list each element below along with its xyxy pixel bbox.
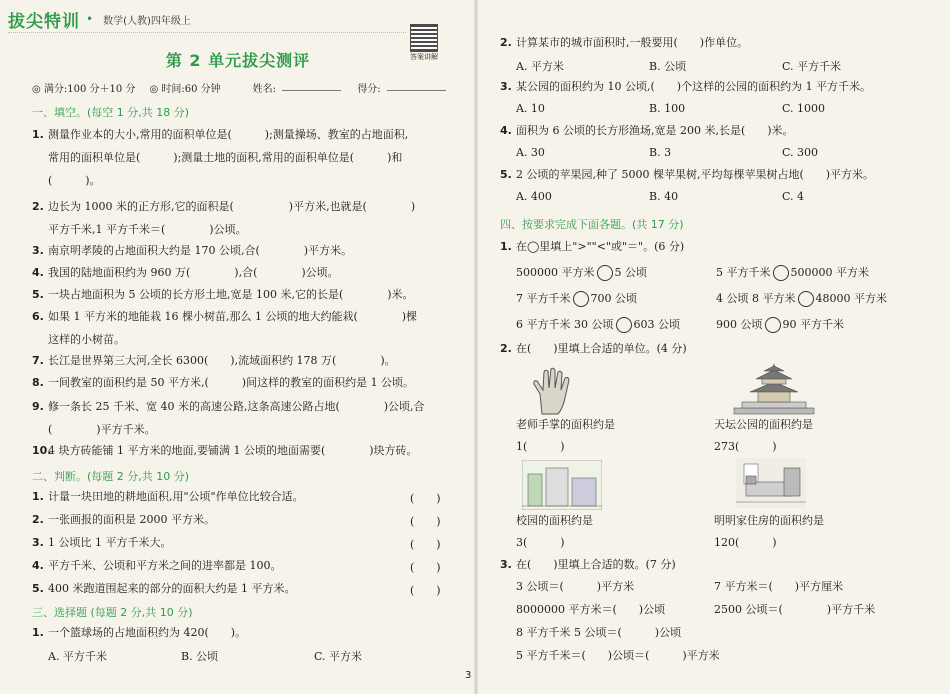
compare-item bbox=[716, 262, 869, 284]
task-text: 在( )里填上合适的单位。(4 分) bbox=[516, 342, 687, 355]
question-text: 某公园的面积约为 10 公顷,( )个这样的公园的面积约为 1 平方千米。 bbox=[516, 80, 872, 93]
choice-option-b[interactable]: B. 100 bbox=[649, 102, 686, 115]
compare-right: 48000 平方米 bbox=[815, 292, 887, 305]
question-number: 4. bbox=[32, 559, 44, 572]
question-text: 如果 1 平方米的地能栽 16 棵小树苗,那么 1 公顷的地大约能栽( )棵 bbox=[48, 310, 418, 323]
question-text: 计算某市的城市面积时,一般要用( )作单位。 bbox=[516, 36, 749, 49]
question-text: 修一条长 25 千米、宽 40 米的高速公路,这条高速公路占地( )公顷,合 bbox=[48, 400, 425, 413]
compare-right: 603 公顷 bbox=[633, 318, 680, 331]
answer-parentheses[interactable]: ( ) bbox=[410, 492, 441, 505]
fill-question-line bbox=[32, 306, 417, 328]
fill-question-line bbox=[32, 419, 156, 441]
convert-item[interactable]: 5 平方千米＝( )公顷＝( )平方米 bbox=[516, 649, 720, 662]
question-number: 5. bbox=[500, 168, 512, 181]
question-text: 一张画报的面积是 2000 平方米。 bbox=[48, 513, 215, 526]
choice-option-b[interactable]: B. 公顷 bbox=[181, 650, 219, 663]
question-number: 2. bbox=[500, 342, 512, 355]
question-text: 1 公顷比 1 平方千米大。 bbox=[48, 536, 172, 549]
question-number: 3. bbox=[32, 244, 44, 257]
judge-question bbox=[32, 532, 172, 554]
question-number: 10. bbox=[32, 444, 52, 457]
bedroom-icon bbox=[736, 458, 806, 508]
question-number: 3. bbox=[32, 536, 44, 549]
unit-item-label: 天坛公园的面积约是 bbox=[714, 418, 813, 431]
compare-item bbox=[516, 262, 647, 284]
choice-option-c[interactable]: C. 4 bbox=[782, 190, 805, 203]
fill-question-line bbox=[32, 396, 425, 418]
choice-option-a[interactable]: A. 平方米 bbox=[516, 60, 564, 73]
compare-circle[interactable] bbox=[573, 291, 589, 307]
compare-left: 4 公顷 8 平方米 bbox=[716, 292, 796, 305]
book-subtitle: 数学(人教)四年级上 bbox=[103, 15, 191, 27]
temple-of-heaven-icon bbox=[732, 364, 816, 416]
choice-option-b[interactable]: B. 40 bbox=[649, 190, 679, 203]
task-prompt bbox=[500, 338, 687, 360]
choice-option-a[interactable]: A. 平方千米 bbox=[48, 650, 107, 663]
fill-question-line bbox=[32, 147, 402, 169]
question-text: 一块占地面积为 5 公顷的长方形土地,宽是 100 米,它的长是( )米。 bbox=[48, 288, 414, 301]
question-number: 5. bbox=[32, 288, 44, 301]
question-text: ( )。 bbox=[48, 174, 101, 187]
judge-question bbox=[32, 509, 215, 531]
compare-item bbox=[716, 288, 887, 310]
question-text: 400 米跑道围起来的部分的面积大约是 1 平方米。 bbox=[48, 582, 296, 595]
fill-question-line bbox=[32, 440, 418, 462]
fill-question-line bbox=[32, 196, 415, 218]
fill-question-line bbox=[32, 329, 125, 351]
judge-question bbox=[32, 555, 282, 577]
test-meta bbox=[32, 80, 462, 95]
choice-question-stem bbox=[500, 32, 748, 54]
question-text: 平方千米,1 平方千米＝( )公顷。 bbox=[48, 223, 247, 236]
fill-question-line bbox=[32, 350, 396, 372]
question-text: 2 公顷的苹果园,种了 5000 棵苹果树,平均每棵苹果树占地( )平方米。 bbox=[516, 168, 875, 181]
convert-item[interactable]: 8 平方千米 5 公顷＝( )公顷 bbox=[516, 626, 682, 639]
compare-circle[interactable] bbox=[798, 291, 814, 307]
question-text: ( )平方千米。 bbox=[48, 423, 156, 436]
question-text: 这样的小树苗。 bbox=[48, 333, 125, 346]
choice-option-c[interactable]: C. 平方米 bbox=[314, 650, 363, 663]
compare-right: 5 公顷 bbox=[614, 266, 647, 279]
choice-question-stem bbox=[500, 76, 871, 98]
header-divider bbox=[8, 32, 406, 33]
dot-separator: • bbox=[86, 12, 94, 26]
fill-question-line bbox=[32, 284, 414, 306]
unit-item-answer[interactable]: 120( ) bbox=[714, 536, 777, 549]
choice-question-stem bbox=[32, 622, 246, 644]
choice-option-a[interactable]: A. 30 bbox=[516, 146, 545, 159]
unit-item-label: 老师手掌的面积约是 bbox=[516, 418, 615, 431]
question-text: 边长为 1000 米的正方形,它的面积是( )平方米,也就是( ) bbox=[48, 200, 416, 213]
task-prompt bbox=[500, 236, 684, 258]
choice-option-c[interactable]: C. 1000 bbox=[782, 102, 826, 115]
question-text: 4 块方砖能铺 1 平方米的地面,要铺满 1 公顷的地面需要( )块方砖。 bbox=[48, 444, 418, 457]
page-title: 第 2 单元拔尖测评 bbox=[165, 51, 311, 70]
question-number: 1. bbox=[500, 240, 512, 253]
score-label: 得分: bbox=[357, 84, 381, 95]
task-text: 在( )里填上合适的数。(7 分) bbox=[516, 558, 676, 571]
question-number: 9. bbox=[32, 400, 44, 413]
fill-question-line bbox=[32, 219, 247, 241]
brand-logo: 拔尖特训 bbox=[8, 11, 80, 32]
header-strip bbox=[8, 8, 426, 30]
judge-question bbox=[32, 486, 304, 508]
question-text: 测量作业本的大小,常用的面积单位是( );测量操场、教室的占地面积, bbox=[48, 128, 409, 141]
choice-option-a[interactable]: A. 10 bbox=[516, 102, 545, 115]
question-number: 1. bbox=[32, 128, 44, 141]
question-number: 5. bbox=[32, 582, 44, 595]
question-text: 南京明孝陵的占地面积大约是 170 公顷,合( )平方米。 bbox=[48, 244, 353, 257]
right-page bbox=[478, 0, 950, 694]
unit-item-answer[interactable]: 3( ) bbox=[516, 536, 565, 549]
choice-option-b[interactable]: B. 3 bbox=[649, 146, 672, 159]
name-label: 姓名: bbox=[252, 84, 277, 95]
choice-option-c[interactable]: C. 300 bbox=[782, 146, 819, 159]
choice-question-stem bbox=[500, 164, 874, 186]
task-text: 在◯里填上">""<"或"＝"。(6 分) bbox=[516, 240, 685, 253]
compare-left: 900 公顷 bbox=[716, 318, 763, 331]
unit-item-label: 校园的面积约是 bbox=[516, 514, 593, 527]
question-number: 2. bbox=[32, 200, 44, 213]
answer-parentheses[interactable]: ( ) bbox=[410, 561, 441, 574]
page-number: 3 bbox=[465, 670, 472, 681]
compare-item bbox=[716, 314, 844, 336]
question-text: 长江是世界第三大河,全长 6300( ),流域面积约 178 万( )。 bbox=[48, 354, 396, 367]
compare-item bbox=[516, 314, 680, 336]
question-number: 8. bbox=[32, 376, 44, 389]
full-score: ◎ 满分:100 分＋10 分 bbox=[32, 84, 136, 95]
question-text: 平方千米、公顷和平方米之间的进率都是 100。 bbox=[48, 559, 282, 572]
question-text: 我国的陆地面积约为 960 万( ),合( )公顷。 bbox=[48, 266, 339, 279]
question-number: 1. bbox=[32, 490, 44, 503]
compare-circle[interactable] bbox=[765, 317, 781, 333]
choice-option-b[interactable]: B. 公顷 bbox=[649, 60, 687, 73]
answer-parentheses[interactable]: ( ) bbox=[410, 515, 441, 528]
compare-item bbox=[516, 288, 637, 310]
score-field[interactable] bbox=[387, 80, 446, 91]
choice-option-c[interactable]: C. 平方千米 bbox=[782, 60, 842, 73]
choice-option-a[interactable]: A. 400 bbox=[516, 190, 552, 203]
fill-question-line bbox=[32, 262, 339, 284]
fill-question-line bbox=[32, 372, 414, 394]
fill-question-line bbox=[32, 170, 101, 192]
compare-right: 90 平方千米 bbox=[782, 318, 844, 331]
answer-parentheses[interactable]: ( ) bbox=[410, 584, 441, 597]
school-campus-icon bbox=[522, 460, 602, 510]
compare-right: 700 公顷 bbox=[590, 292, 637, 305]
question-number: 1. bbox=[32, 626, 44, 639]
fill-question-line bbox=[32, 240, 352, 262]
section-fill-heading: 一、填空。(每空 1 分,共 18 分) bbox=[32, 106, 190, 119]
compare-right: 500000 平方米 bbox=[790, 266, 869, 279]
question-text: 一个篮球场的占地面积约为 420( )。 bbox=[48, 626, 247, 639]
section-tasks-heading: 四、按要求完成下面各题。(共 17 分) bbox=[500, 218, 684, 231]
compare-left: 500000 平方米 bbox=[516, 266, 595, 279]
unit-item-label: 明明家住房的面积约是 bbox=[714, 514, 824, 527]
compare-circle[interactable] bbox=[773, 265, 789, 281]
convert-item[interactable]: 3 公顷＝( )平方米 bbox=[516, 580, 635, 593]
convert-item[interactable]: 7 平方米＝( )平方厘米 bbox=[714, 580, 844, 593]
compare-left: 5 平方千米 bbox=[716, 266, 771, 279]
question-text: 面积为 6 公顷的长方形渔场,宽是 200 米,长是( )米。 bbox=[516, 124, 794, 137]
section-judge-heading: 二、判断。(每题 2 分,共 10 分) bbox=[32, 470, 190, 483]
fill-question-line bbox=[32, 124, 408, 146]
convert-item[interactable]: 8000000 平方米＝( )公顷 bbox=[516, 603, 666, 616]
question-number: 3. bbox=[500, 80, 512, 93]
judge-question bbox=[32, 578, 295, 600]
answer-parentheses[interactable]: ( ) bbox=[410, 538, 441, 551]
hand-icon bbox=[528, 366, 578, 416]
unit-item-answer[interactable]: 1( ) bbox=[516, 440, 565, 453]
question-text: 常用的面积单位是( );测量土地的面积,常用的面积单位是( )和 bbox=[48, 151, 403, 164]
compare-left: 7 平方千米 bbox=[516, 292, 571, 305]
question-number: 6. bbox=[32, 310, 44, 323]
question-number: 3. bbox=[500, 558, 512, 571]
section-choice-heading: 三、选择题 (每题 2 分,共 10 分) bbox=[32, 606, 193, 619]
question-number: 2. bbox=[500, 36, 512, 49]
unit-item-answer[interactable]: 273( ) bbox=[714, 440, 777, 453]
compare-circle[interactable] bbox=[597, 265, 613, 281]
qr-label: 答案讲解 bbox=[410, 53, 438, 61]
question-text: 一间教室的面积约是 50 平方米,( )间这样的教室的面积约是 1 公顷。 bbox=[48, 376, 415, 389]
question-number: 2. bbox=[32, 513, 44, 526]
task-prompt bbox=[500, 554, 676, 576]
name-field[interactable] bbox=[282, 80, 341, 91]
question-number: 7. bbox=[32, 354, 44, 367]
compare-left: 6 平方千米 30 公顷 bbox=[516, 318, 614, 331]
convert-item[interactable]: 2500 公顷＝( )平方千米 bbox=[714, 603, 876, 616]
question-number: 4. bbox=[32, 266, 44, 279]
question-text: 计量一块田地的耕地面积,用"公顷"作单位比较合适。 bbox=[48, 490, 304, 503]
choice-question-stem bbox=[500, 120, 794, 142]
time-limit: ◎ 时间:60 分钟 bbox=[149, 84, 221, 95]
compare-circle[interactable] bbox=[616, 317, 632, 333]
question-number: 4. bbox=[500, 124, 512, 137]
